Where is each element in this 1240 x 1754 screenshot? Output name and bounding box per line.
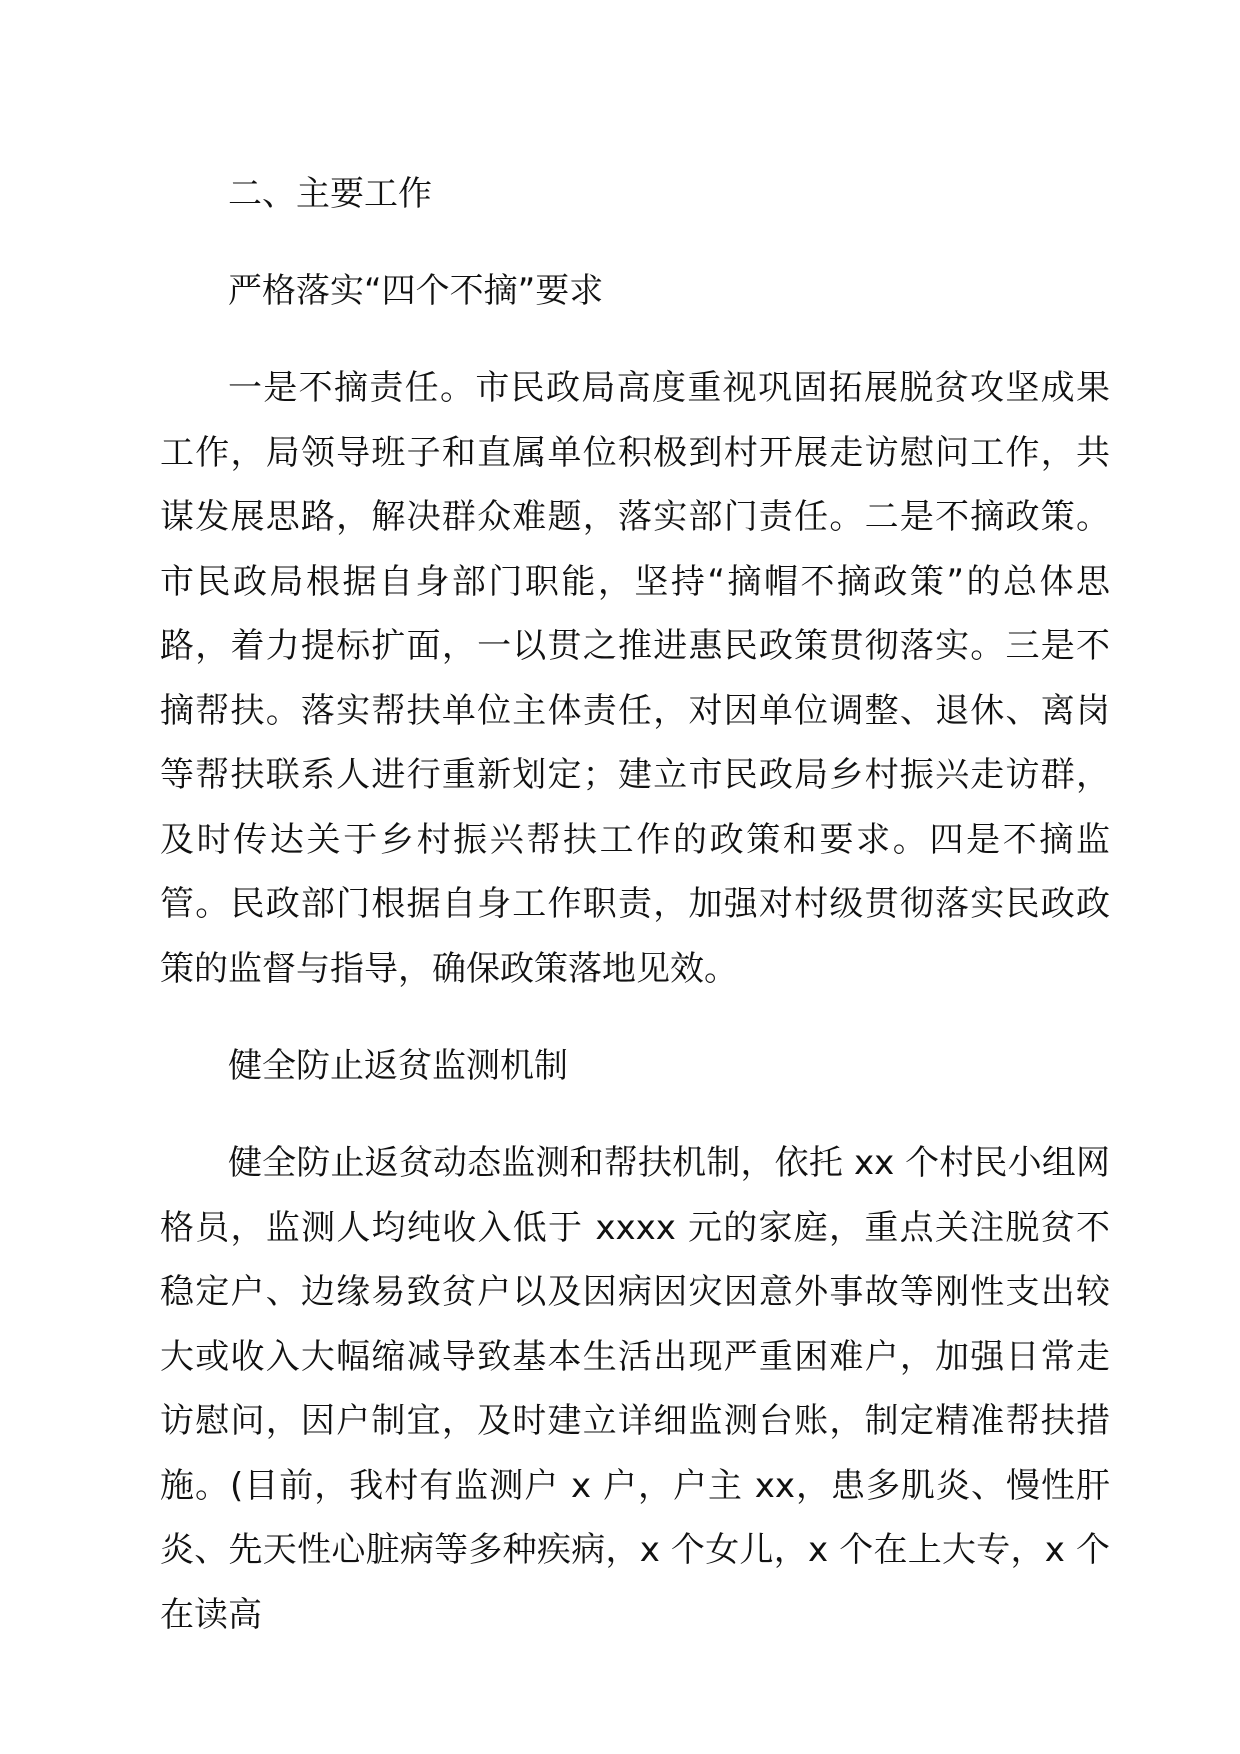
subsection-title-monitoring-mechanism: 健全防止返贫监测机制 <box>228 1046 568 1086</box>
paragraph-four-not-removed: 一是不摘责任。市民政局高度重视巩固拓展脱贫攻坚成果工作，局领导班子和直属单位积极到村开展走访慰问工作，共谋发展思路，解决群众难题，落实部门责任。二是不摘政策。市民政局根据自身部门职能，坚持“摘帽不摘政策”的总体思路，着力提标扩面，一以贯之推进惠民政策贯彻落实。三是不摘帮扶。落实帮扶单位主体责任，对因单位调整、退休、离岗等帮扶联系人进行重新划定；建立市民政局乡村振兴走访群，及时传达关于乡村振兴帮扶工作的政策和要求。四是不摘监管。民政部门根据自身工作职责，加强对村级贯彻落实民政政策的监督与指导，确保政策落地见效。 <box>160 368 1110 989</box>
subsection-title-four-not-removed: 严格落实“四个不摘”要求 <box>228 271 604 311</box>
paragraph-monitoring-mechanism: 健全防止返贫动态监测和帮扶机制，依托 xx 个村民小组网格员，监测人均纯收入低于 xxxx 元的家庭，重点关注脱贫不稳定户、边缘易致贫户以及因病因灾因意外事故等刚性支出较大或收入大幅缩减导致基本生活出现严重困难户，加强日常走访慰问，因户制宜，及时建立详细监测台账，制定精准帮扶措施。(目前，我村有监测户 x 户，户主 xx，患多肌炎、慢性肝炎、先天性心脏病等多种疾病，x 个女儿，x 个在上大专，x 个在读高 <box>160 1143 1110 1635</box>
section-heading: 二、主要工作 <box>228 174 432 214</box>
document-body <box>160 162 1110 1647</box>
